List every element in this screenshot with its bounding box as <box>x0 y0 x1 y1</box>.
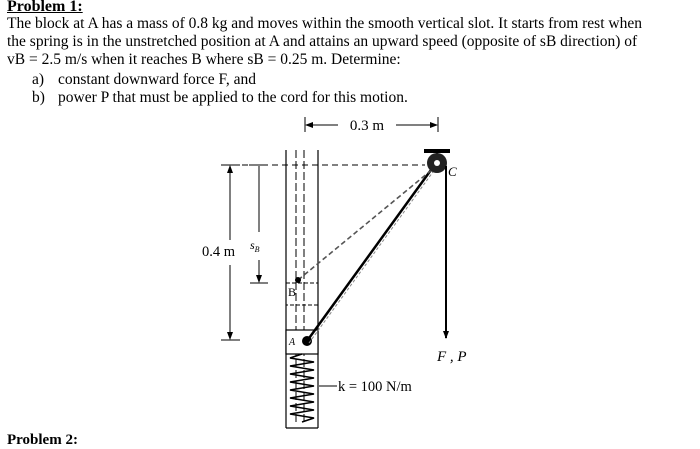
part-b-text: power P that must be applied to the cord for this motion. <box>58 89 408 106</box>
label-a: A <box>289 337 296 348</box>
dim-sb-subscript: B <box>254 245 260 254</box>
label-spring-constant: k = 100 N/m <box>338 379 412 395</box>
next-problem-heading: Problem 2: <box>7 432 78 448</box>
statement-line-3: vB = 2.5 m/s when it reaches B where sB = 0.25 m. Determine: <box>7 51 401 68</box>
cord-a-to-c <box>307 163 436 341</box>
dimension-0-3m <box>305 117 438 134</box>
statement-line-2: the spring is in the unstretched position at A and attains an upward speed (opposite of sB direction) of <box>7 33 638 50</box>
problem-heading: Problem 1: <box>7 0 83 15</box>
label-pulley-c: C <box>448 164 457 179</box>
label-force-power: F , P <box>437 349 467 365</box>
spring-coil <box>290 354 314 422</box>
dimension-0-4m <box>202 165 240 340</box>
dimension-sb <box>249 165 268 283</box>
part-b-label: b) <box>32 89 45 106</box>
dim-vertical-label: 0.4 m <box>202 244 236 260</box>
label-b: B <box>288 285 297 299</box>
part-a-label: a) <box>32 71 45 88</box>
dim-horizontal-label: 0.3 m <box>349 118 385 134</box>
part-a-text: constant downward force F, and <box>58 71 257 88</box>
dim-sb-symbol: s <box>250 238 255 252</box>
dim-sb-label <box>250 238 260 254</box>
statement-line-1: The block at A has a mass of 0.8 kg and moves within the smooth vertical slot. It starts from rest when <box>7 15 642 32</box>
